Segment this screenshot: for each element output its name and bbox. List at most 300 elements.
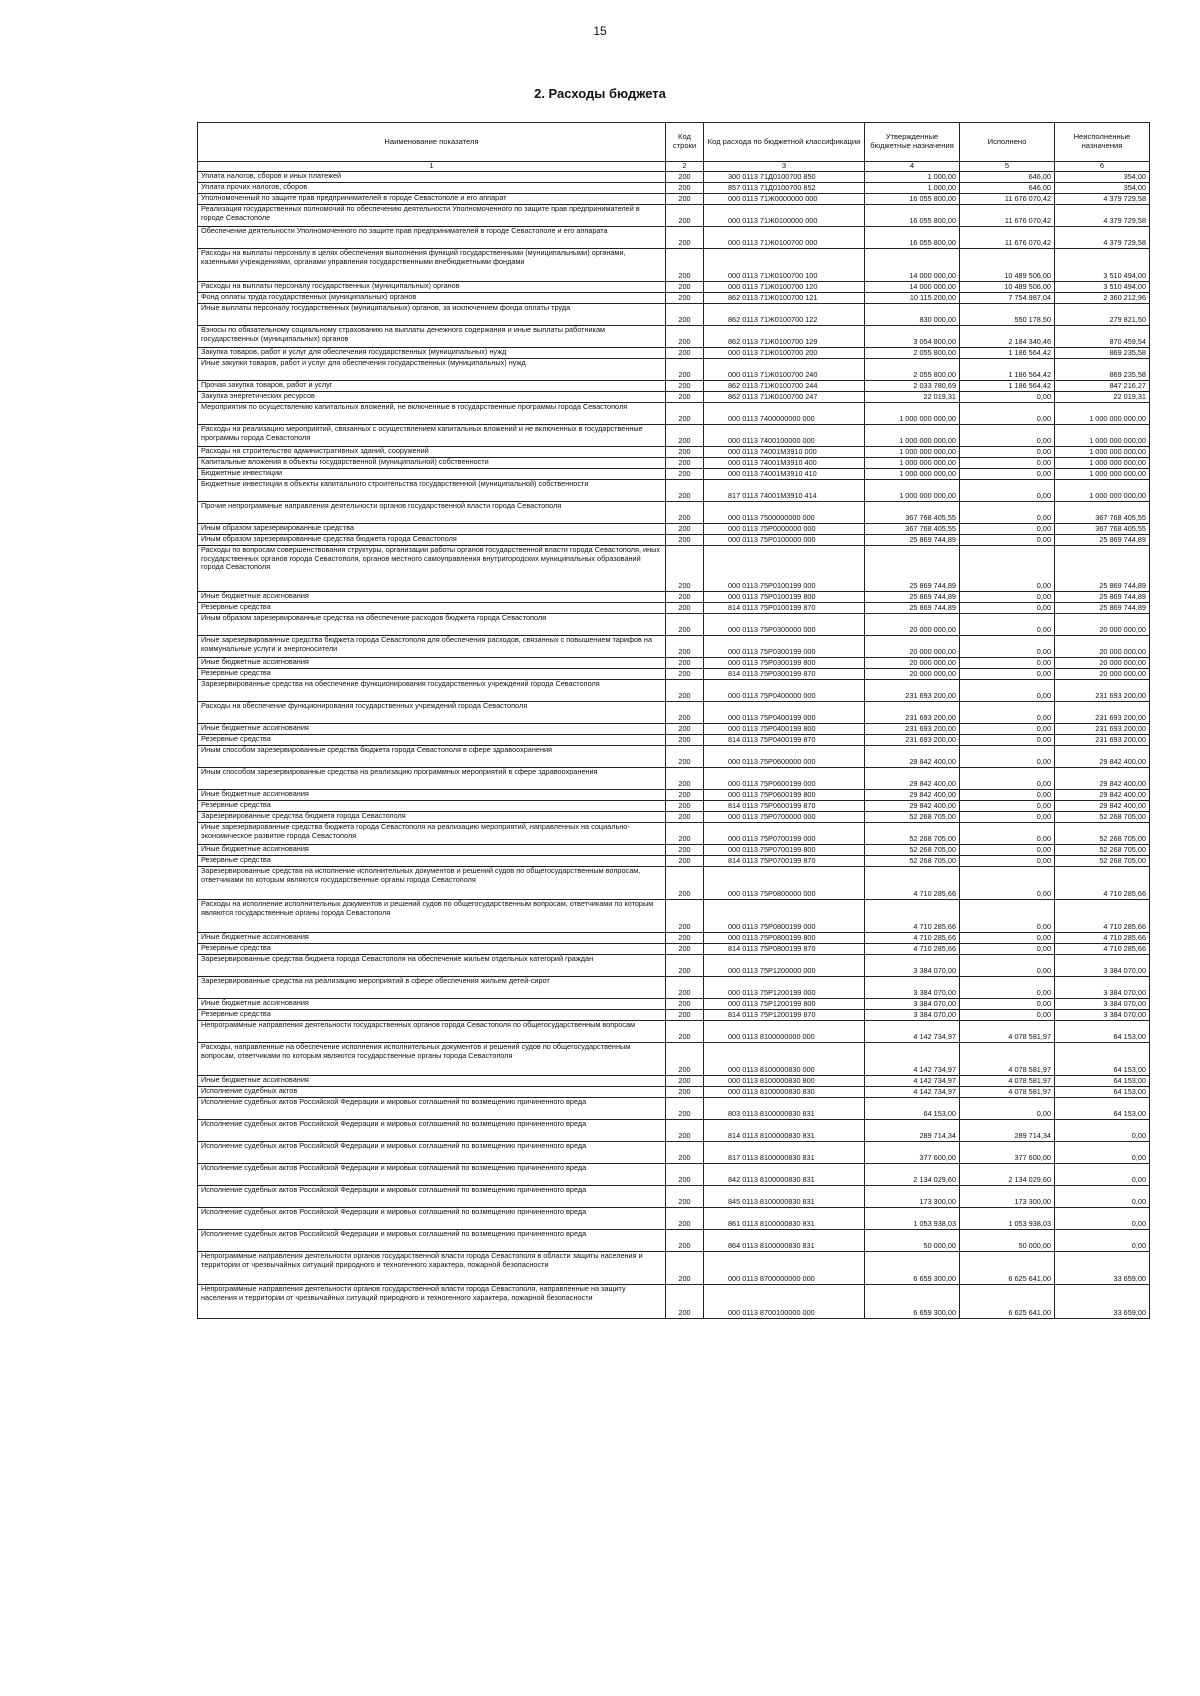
line-code-cell: 200 bbox=[666, 1285, 704, 1319]
table-row bbox=[198, 183, 1150, 194]
line-code-cell: 200 bbox=[666, 867, 704, 900]
table-row bbox=[198, 359, 1150, 381]
approved-amount-cell: 25 869 744,89 bbox=[865, 592, 960, 603]
line-code-cell: 200 bbox=[666, 447, 704, 458]
approved-amount-cell: 1 000 000 000,00 bbox=[865, 425, 960, 447]
line-code-cell: 200 bbox=[666, 1142, 704, 1164]
line-code-cell: 200 bbox=[666, 1043, 704, 1076]
executed-amount-cell: 50 000,00 bbox=[960, 1230, 1055, 1252]
table-row bbox=[198, 933, 1150, 944]
approved-amount-cell: 2 033 780,69 bbox=[865, 381, 960, 392]
classification-code-cell: 000 0113 71Ж0100700 100 bbox=[704, 249, 865, 282]
unexecuted-amount-cell: 354,00 bbox=[1055, 172, 1150, 183]
executed-amount-cell: 0,00 bbox=[960, 702, 1055, 724]
line-code-cell: 200 bbox=[666, 524, 704, 535]
approved-amount-cell: 830 000,00 bbox=[865, 304, 960, 326]
indicator-name-cell: Уплата налогов, сборов и иных платежей bbox=[198, 172, 666, 183]
unexecuted-amount-cell: 33 659,00 bbox=[1055, 1252, 1150, 1285]
approved-amount-cell: 1 000 000 000,00 bbox=[865, 447, 960, 458]
line-code-cell: 200 bbox=[666, 1087, 704, 1098]
line-code-cell: 200 bbox=[666, 282, 704, 293]
table-row bbox=[198, 392, 1150, 403]
indicator-name-cell: Иные зарезервированные средства бюджета города Севастополя на реализацию мероприятий, направленных на социально-экономическое развитие города Севастополя bbox=[198, 823, 666, 845]
table-row bbox=[198, 227, 1150, 249]
classification-code-cell: 000 0113 75P0400199 800 bbox=[704, 724, 865, 735]
page-number: 15 bbox=[593, 24, 607, 38]
line-code-cell: 200 bbox=[666, 658, 704, 669]
executed-amount-cell: 0,00 bbox=[960, 680, 1055, 702]
table-row bbox=[198, 856, 1150, 867]
indicator-name-cell: Иные выплаты персоналу государственных (муниципальных) органов, за исключением фонда оплаты труда bbox=[198, 304, 666, 326]
classification-code-cell: 000 0113 75P0100199 800 bbox=[704, 592, 865, 603]
line-code-cell: 200 bbox=[666, 603, 704, 614]
executed-amount-cell: 0,00 bbox=[960, 1098, 1055, 1120]
executed-amount-cell: 377 600,00 bbox=[960, 1142, 1055, 1164]
table-row bbox=[198, 658, 1150, 669]
classification-code-cell: 000 0113 75P0300199 800 bbox=[704, 658, 865, 669]
executed-amount-cell: 0,00 bbox=[960, 801, 1055, 812]
classification-code-cell: 817 0113 8100000830 831 bbox=[704, 1142, 865, 1164]
line-code-cell: 200 bbox=[666, 1208, 704, 1230]
line-code-cell: 200 bbox=[666, 1252, 704, 1285]
line-code-cell: 200 bbox=[666, 812, 704, 823]
executed-amount-cell: 0,00 bbox=[960, 933, 1055, 944]
approved-amount-cell: 29 842 400,00 bbox=[865, 746, 960, 768]
unexecuted-amount-cell: 20 000 000,00 bbox=[1055, 669, 1150, 680]
classification-code-cell: 000 0113 8100000830 800 bbox=[704, 1076, 865, 1087]
classification-code-cell: 000 0113 8100000830 000 bbox=[704, 1043, 865, 1076]
indicator-name-cell: Расходы на исполнение исполнительных документов и решений судов по общегосударственным вопросам, ответчиками по которым являются государственные органы города Севастополя bbox=[198, 900, 666, 933]
approved-amount-cell: 4 142 734,97 bbox=[865, 1076, 960, 1087]
line-code-cell: 200 bbox=[666, 1120, 704, 1142]
indicator-name-cell: Исполнение судебных актов Российской Федерации и мировых соглашений по возмещению причиненного вреда bbox=[198, 1230, 666, 1252]
unexecuted-amount-cell: 25 869 744,89 bbox=[1055, 603, 1150, 614]
header-executed: Исполнено bbox=[960, 123, 1055, 162]
unexecuted-amount-cell: 1 000 000 000,00 bbox=[1055, 458, 1150, 469]
column-number: 1 bbox=[198, 162, 666, 172]
unexecuted-amount-cell: 367 768 405,55 bbox=[1055, 502, 1150, 524]
unexecuted-amount-cell: 20 000 000,00 bbox=[1055, 614, 1150, 636]
executed-amount-cell: 0,00 bbox=[960, 546, 1055, 592]
unexecuted-amount-cell: 25 869 744,89 bbox=[1055, 535, 1150, 546]
line-code-cell: 200 bbox=[666, 955, 704, 977]
header-indicator-name: Наименование показателя bbox=[198, 123, 666, 162]
line-code-cell: 200 bbox=[666, 469, 704, 480]
line-code-cell: 200 bbox=[666, 249, 704, 282]
approved-amount-cell: 20 000 000,00 bbox=[865, 658, 960, 669]
executed-amount-cell: 0,00 bbox=[960, 480, 1055, 502]
unexecuted-amount-cell: 231 693 200,00 bbox=[1055, 735, 1150, 746]
unexecuted-amount-cell: 0,00 bbox=[1055, 1120, 1150, 1142]
indicator-name-cell: Зарезервированные средства на реализацию мероприятий в сфере обеспечения жильем детей-сирот bbox=[198, 977, 666, 999]
classification-code-cell: 817 0113 74001M3910 414 bbox=[704, 480, 865, 502]
table-row bbox=[198, 900, 1150, 933]
approved-amount-cell: 4 710 285,66 bbox=[865, 900, 960, 933]
approved-amount-cell: 1 000,00 bbox=[865, 183, 960, 194]
line-code-cell: 200 bbox=[666, 546, 704, 592]
executed-amount-cell: 10 489 506,00 bbox=[960, 282, 1055, 293]
approved-amount-cell: 1 000 000 000,00 bbox=[865, 403, 960, 425]
indicator-name-cell: Расходы на обеспечение функционирования государственных учреждений города Севастополя bbox=[198, 702, 666, 724]
executed-amount-cell: 646,00 bbox=[960, 183, 1055, 194]
approved-amount-cell: 4 142 734,97 bbox=[865, 1087, 960, 1098]
unexecuted-amount-cell: 52 268 705,00 bbox=[1055, 856, 1150, 867]
indicator-name-cell: Резервные средства bbox=[198, 801, 666, 812]
table-row bbox=[198, 614, 1150, 636]
line-code-cell: 200 bbox=[666, 724, 704, 735]
indicator-name-cell: Уполномоченный по защите прав предпринимателей в городе Севастополе и его аппарат bbox=[198, 194, 666, 205]
executed-amount-cell: 2 134 029,60 bbox=[960, 1164, 1055, 1186]
indicator-name-cell: Зарезервированные средства бюджета города Севастополя на обеспечение жильем отдельных категорий граждан bbox=[198, 955, 666, 977]
classification-code-cell: 845 0113 8100000830 831 bbox=[704, 1186, 865, 1208]
executed-amount-cell: 11 676 070,42 bbox=[960, 227, 1055, 249]
executed-amount-cell: 0,00 bbox=[960, 955, 1055, 977]
unexecuted-amount-cell: 0,00 bbox=[1055, 1186, 1150, 1208]
unexecuted-amount-cell: 1 000 000 000,00 bbox=[1055, 480, 1150, 502]
indicator-name-cell: Исполнение судебных актов Российской Федерации и мировых соглашений по возмещению причиненного вреда bbox=[198, 1098, 666, 1120]
unexecuted-amount-cell: 367 768 405,55 bbox=[1055, 524, 1150, 535]
unexecuted-amount-cell: 231 693 200,00 bbox=[1055, 702, 1150, 724]
approved-amount-cell: 1 000 000 000,00 bbox=[865, 469, 960, 480]
executed-amount-cell: 0,00 bbox=[960, 735, 1055, 746]
approved-amount-cell: 22 019,31 bbox=[865, 392, 960, 403]
approved-amount-cell: 4 142 734,97 bbox=[865, 1021, 960, 1043]
classification-code-cell: 000 0113 75P0800199 800 bbox=[704, 933, 865, 944]
approved-amount-cell: 16 055 800,00 bbox=[865, 205, 960, 227]
table-row bbox=[198, 823, 1150, 845]
table-row bbox=[198, 801, 1150, 812]
executed-amount-cell: 0,00 bbox=[960, 746, 1055, 768]
line-code-cell: 200 bbox=[666, 1021, 704, 1043]
column-number: 5 bbox=[960, 162, 1055, 172]
column-number: 2 bbox=[666, 162, 704, 172]
table-row bbox=[198, 702, 1150, 724]
indicator-name-cell: Мероприятия по осуществлению капитальных вложений, не включенные в государственные программы города Севастополя bbox=[198, 403, 666, 425]
unexecuted-amount-cell: 4 710 285,66 bbox=[1055, 933, 1150, 944]
classification-code-cell: 814 0113 75P1200199 870 bbox=[704, 1010, 865, 1021]
unexecuted-amount-cell: 0,00 bbox=[1055, 1230, 1150, 1252]
approved-amount-cell: 14 000 000,00 bbox=[865, 249, 960, 282]
table-row bbox=[198, 447, 1150, 458]
table-row bbox=[198, 768, 1150, 790]
classification-code-cell: 862 0113 71Ж0100700 244 bbox=[704, 381, 865, 392]
table-row bbox=[198, 790, 1150, 801]
classification-code-cell: 000 0113 71Ж0100700 200 bbox=[704, 348, 865, 359]
line-code-cell: 200 bbox=[666, 669, 704, 680]
unexecuted-amount-cell: 0,00 bbox=[1055, 1164, 1150, 1186]
approved-amount-cell: 16 055 800,00 bbox=[865, 227, 960, 249]
table-row bbox=[198, 403, 1150, 425]
classification-code-cell: 000 0113 75P0600199 000 bbox=[704, 768, 865, 790]
unexecuted-amount-cell: 64 153,00 bbox=[1055, 1098, 1150, 1120]
classification-code-cell: 862 0113 71Ж0100700 122 bbox=[704, 304, 865, 326]
indicator-name-cell: Расходы, направленные на обеспечение исполнения исполнительных документов и решений судов по общегосударственным вопросам, ответчиками по которым являются государственные органы города Севастополя bbox=[198, 1043, 666, 1076]
unexecuted-amount-cell: 4 379 729,58 bbox=[1055, 194, 1150, 205]
approved-amount-cell: 6 659 300,00 bbox=[865, 1252, 960, 1285]
table-row bbox=[198, 205, 1150, 227]
classification-code-cell: 000 0113 71Ж0100700 120 bbox=[704, 282, 865, 293]
executed-amount-cell: 0,00 bbox=[960, 724, 1055, 735]
approved-amount-cell: 1 000 000 000,00 bbox=[865, 480, 960, 502]
classification-code-cell: 000 0113 71Ж0100700 240 bbox=[704, 359, 865, 381]
line-code-cell: 200 bbox=[666, 702, 704, 724]
indicator-name-cell: Иные бюджетные ассигнования bbox=[198, 790, 666, 801]
approved-amount-cell: 4 710 285,66 bbox=[865, 944, 960, 955]
executed-amount-cell: 289 714,34 bbox=[960, 1120, 1055, 1142]
column-number: 4 bbox=[865, 162, 960, 172]
unexecuted-amount-cell: 29 842 400,00 bbox=[1055, 790, 1150, 801]
indicator-name-cell: Зарезервированные средства на обеспечение функционирования государственных учреждений города Севастополя bbox=[198, 680, 666, 702]
executed-amount-cell: 0,00 bbox=[960, 535, 1055, 546]
table-body bbox=[198, 172, 1150, 1319]
indicator-name-cell: Иным способом зарезервированные средства на реализацию программных мероприятий в сфере здравоохранения bbox=[198, 768, 666, 790]
indicator-name-cell: Резервные средства bbox=[198, 944, 666, 955]
indicator-name-cell: Исполнение судебных актов Российской Федерации и мировых соглашений по возмещению причиненного вреда bbox=[198, 1120, 666, 1142]
line-code-cell: 200 bbox=[666, 735, 704, 746]
approved-amount-cell: 20 000 000,00 bbox=[865, 636, 960, 658]
line-code-cell: 200 bbox=[666, 746, 704, 768]
table-row bbox=[198, 1087, 1150, 1098]
approved-amount-cell: 3 384 070,00 bbox=[865, 999, 960, 1010]
indicator-name-cell: Расходы на реализацию мероприятий, связанных с осуществлением капитальных вложений и не включенных в государственные программы города Севастополя bbox=[198, 425, 666, 447]
executed-amount-cell: 2 184 340,46 bbox=[960, 326, 1055, 348]
indicator-name-cell: Уплата прочих налогов, сборов bbox=[198, 183, 666, 194]
line-code-cell: 200 bbox=[666, 227, 704, 249]
line-code-cell: 200 bbox=[666, 458, 704, 469]
table-row bbox=[198, 1186, 1150, 1208]
unexecuted-amount-cell: 1 000 000 000,00 bbox=[1055, 425, 1150, 447]
approved-amount-cell: 29 842 400,00 bbox=[865, 801, 960, 812]
approved-amount-cell: 20 000 000,00 bbox=[865, 669, 960, 680]
executed-amount-cell: 0,00 bbox=[960, 425, 1055, 447]
line-code-cell: 200 bbox=[666, 205, 704, 227]
unexecuted-amount-cell: 847 216,27 bbox=[1055, 381, 1150, 392]
executed-amount-cell: 0,00 bbox=[960, 658, 1055, 669]
executed-amount-cell: 4 078 581,97 bbox=[960, 1043, 1055, 1076]
line-code-cell: 200 bbox=[666, 293, 704, 304]
classification-code-cell: 000 0113 74001M3910 400 bbox=[704, 458, 865, 469]
unexecuted-amount-cell: 4 379 729,58 bbox=[1055, 227, 1150, 249]
indicator-name-cell: Обеспечение деятельности Уполномоченного по защите прав предпринимателей в городе Севастополе и его аппарата bbox=[198, 227, 666, 249]
line-code-cell: 200 bbox=[666, 1186, 704, 1208]
unexecuted-amount-cell: 64 153,00 bbox=[1055, 1021, 1150, 1043]
expenses-table bbox=[197, 122, 1150, 1319]
indicator-name-cell: Иные бюджетные ассигнования bbox=[198, 845, 666, 856]
classification-code-cell: 000 0113 75P0800000 000 bbox=[704, 867, 865, 900]
unexecuted-amount-cell: 20 000 000,00 bbox=[1055, 658, 1150, 669]
table-row bbox=[198, 194, 1150, 205]
unexecuted-amount-cell: 3 384 070,00 bbox=[1055, 999, 1150, 1010]
header-line-code: Код строки bbox=[666, 123, 704, 162]
indicator-name-cell: Иные закупки товаров, работ и услуг для обеспечения государственных (муниципальных) нужд bbox=[198, 359, 666, 381]
unexecuted-amount-cell: 279 821,50 bbox=[1055, 304, 1150, 326]
executed-amount-cell: 0,00 bbox=[960, 392, 1055, 403]
approved-amount-cell: 4 710 285,66 bbox=[865, 933, 960, 944]
classification-code-cell: 000 0113 71Ж0000000 000 bbox=[704, 194, 865, 205]
indicator-name-cell: Закупка энергетических ресурсов bbox=[198, 392, 666, 403]
classification-code-cell: 000 0113 7400000000 000 bbox=[704, 403, 865, 425]
classification-code-cell: 000 0113 75P0700199 800 bbox=[704, 845, 865, 856]
unexecuted-amount-cell: 231 693 200,00 bbox=[1055, 680, 1150, 702]
executed-amount-cell: 0,00 bbox=[960, 603, 1055, 614]
line-code-cell: 200 bbox=[666, 944, 704, 955]
executed-amount-cell: 550 178,50 bbox=[960, 304, 1055, 326]
table-row bbox=[198, 603, 1150, 614]
unexecuted-amount-cell: 869 235,58 bbox=[1055, 348, 1150, 359]
indicator-name-cell: Резервные средства bbox=[198, 856, 666, 867]
line-code-cell: 200 bbox=[666, 900, 704, 933]
table-row bbox=[198, 1230, 1150, 1252]
approved-amount-cell: 52 268 705,00 bbox=[865, 856, 960, 867]
unexecuted-amount-cell: 354,00 bbox=[1055, 183, 1150, 194]
line-code-cell: 200 bbox=[666, 392, 704, 403]
header-classification-code: Код расхода по бюджетной классификации bbox=[704, 123, 865, 162]
approved-amount-cell: 10 115 200,00 bbox=[865, 293, 960, 304]
executed-amount-cell: 0,00 bbox=[960, 636, 1055, 658]
unexecuted-amount-cell: 3 510 494,00 bbox=[1055, 249, 1150, 282]
executed-amount-cell: 1 053 938,03 bbox=[960, 1208, 1055, 1230]
table-row bbox=[198, 425, 1150, 447]
table-row bbox=[198, 282, 1150, 293]
indicator-name-cell: Иные бюджетные ассигнования bbox=[198, 999, 666, 1010]
executed-amount-cell: 0,00 bbox=[960, 900, 1055, 933]
table-row bbox=[198, 480, 1150, 502]
indicator-name-cell: Иным образом зарезервированные средства bbox=[198, 524, 666, 535]
unexecuted-amount-cell: 22 019,31 bbox=[1055, 392, 1150, 403]
classification-code-cell: 814 0113 75P0400199 870 bbox=[704, 735, 865, 746]
unexecuted-amount-cell: 869 235,58 bbox=[1055, 359, 1150, 381]
executed-amount-cell: 0,00 bbox=[960, 856, 1055, 867]
unexecuted-amount-cell: 64 153,00 bbox=[1055, 1087, 1150, 1098]
unexecuted-amount-cell: 2 360 212,96 bbox=[1055, 293, 1150, 304]
indicator-name-cell: Исполнение судебных актов bbox=[198, 1087, 666, 1098]
table-row bbox=[198, 1010, 1150, 1021]
indicator-name-cell: Иные бюджетные ассигнования bbox=[198, 658, 666, 669]
executed-amount-cell: 0,00 bbox=[960, 1010, 1055, 1021]
indicator-name-cell: Исполнение судебных актов Российской Федерации и мировых соглашений по возмещению причиненного вреда bbox=[198, 1142, 666, 1164]
line-code-cell: 200 bbox=[666, 326, 704, 348]
executed-amount-cell: 0,00 bbox=[960, 614, 1055, 636]
approved-amount-cell: 29 842 400,00 bbox=[865, 790, 960, 801]
table-row bbox=[198, 636, 1150, 658]
line-code-cell: 200 bbox=[666, 933, 704, 944]
classification-code-cell: 000 0113 75P0600199 800 bbox=[704, 790, 865, 801]
table-row bbox=[198, 381, 1150, 392]
unexecuted-amount-cell: 25 869 744,89 bbox=[1055, 592, 1150, 603]
unexecuted-amount-cell: 29 842 400,00 bbox=[1055, 768, 1150, 790]
table-row bbox=[198, 458, 1150, 469]
indicator-name-cell: Иные бюджетные ассигнования bbox=[198, 1076, 666, 1087]
table-row bbox=[198, 1076, 1150, 1087]
approved-amount-cell: 3 384 070,00 bbox=[865, 955, 960, 977]
approved-amount-cell: 367 768 405,55 bbox=[865, 502, 960, 524]
executed-amount-cell: 0,00 bbox=[960, 447, 1055, 458]
executed-amount-cell: 0,00 bbox=[960, 592, 1055, 603]
approved-amount-cell: 377 600,00 bbox=[865, 1142, 960, 1164]
classification-code-cell: 000 0113 75P0300199 000 bbox=[704, 636, 865, 658]
line-code-cell: 200 bbox=[666, 999, 704, 1010]
line-code-cell: 200 bbox=[666, 823, 704, 845]
executed-amount-cell: 11 676 070,42 bbox=[960, 194, 1055, 205]
classification-code-cell: 000 0113 75P0700000 000 bbox=[704, 812, 865, 823]
line-code-cell: 200 bbox=[666, 614, 704, 636]
page-title: 2. Расходы бюджета bbox=[534, 86, 666, 101]
unexecuted-amount-cell: 4 710 285,66 bbox=[1055, 867, 1150, 900]
indicator-name-cell: Непрограммные направления деятельности органов государственной власти города Севастополя, направленные на защиту населения и территории от чрезвычайных ситуаций природного и техногенного характера, пожарной безопасности bbox=[198, 1285, 666, 1319]
unexecuted-amount-cell: 0,00 bbox=[1055, 1208, 1150, 1230]
executed-amount-cell: 0,00 bbox=[960, 669, 1055, 680]
line-code-cell: 200 bbox=[666, 381, 704, 392]
executed-amount-cell: 0,00 bbox=[960, 812, 1055, 823]
indicator-name-cell: Расходы на строительство административных зданий, сооружений bbox=[198, 447, 666, 458]
executed-amount-cell: 646,00 bbox=[960, 172, 1055, 183]
executed-amount-cell: 4 078 581,97 bbox=[960, 1087, 1055, 1098]
indicator-name-cell: Реализация государственных полномочий по обеспечению деятельности Уполномоченного по защите прав предпринимателей в городе Севастополе bbox=[198, 205, 666, 227]
header-unexecuted: Неисполненные назначения bbox=[1055, 123, 1150, 162]
table-row bbox=[198, 293, 1150, 304]
table-row bbox=[198, 524, 1150, 535]
executed-amount-cell: 0,00 bbox=[960, 823, 1055, 845]
line-code-cell: 200 bbox=[666, 425, 704, 447]
indicator-name-cell: Расходы по вопросам совершенствования структуры, организации работы органов государственной власти города Севастополя, иных государственных органов города Севастополя, органов местного самоуправления внутригородских муниципальных образований города Севастополя bbox=[198, 546, 666, 592]
table-row bbox=[198, 1285, 1150, 1319]
classification-code-cell: 000 0113 8700000000 000 bbox=[704, 1252, 865, 1285]
indicator-name-cell: Бюджетные инвестиции в объекты капитального строительства государственной (муниципальной) собственности bbox=[198, 480, 666, 502]
table-row bbox=[198, 977, 1150, 999]
table-row bbox=[198, 1208, 1150, 1230]
unexecuted-amount-cell: 52 268 705,00 bbox=[1055, 812, 1150, 823]
table-row bbox=[198, 669, 1150, 680]
line-code-cell: 200 bbox=[666, 1164, 704, 1186]
unexecuted-amount-cell: 52 268 705,00 bbox=[1055, 845, 1150, 856]
unexecuted-amount-cell: 33 659,00 bbox=[1055, 1285, 1150, 1319]
classification-code-cell: 000 0113 75P0100199 000 bbox=[704, 546, 865, 592]
indicator-name-cell: Непрограммные направления деятельности органов государственной власти города Севастополя в области защиты населения и территории от чрезвычайных ситуаций природного и техногенного характера, пожарной безопасности bbox=[198, 1252, 666, 1285]
table-row bbox=[198, 172, 1150, 183]
table-row bbox=[198, 1098, 1150, 1120]
indicator-name-cell: Резервные средства bbox=[198, 603, 666, 614]
classification-code-cell: 000 0113 7400100000 000 bbox=[704, 425, 865, 447]
table-row bbox=[198, 1164, 1150, 1186]
classification-code-cell: 000 0113 75P1200199 800 bbox=[704, 999, 865, 1010]
executed-amount-cell: 6 625 641,00 bbox=[960, 1252, 1055, 1285]
approved-amount-cell: 231 693 200,00 bbox=[865, 702, 960, 724]
classification-code-cell: 862 0113 71Ж0100700 247 bbox=[704, 392, 865, 403]
line-code-cell: 200 bbox=[666, 1010, 704, 1021]
indicator-name-cell: Иным образом зарезервированные средства бюджета города Севастополя bbox=[198, 535, 666, 546]
executed-amount-cell: 1 186 564,42 bbox=[960, 359, 1055, 381]
approved-amount-cell: 16 055 800,00 bbox=[865, 194, 960, 205]
approved-amount-cell: 2 055 800,00 bbox=[865, 359, 960, 381]
unexecuted-amount-cell: 4 379 729,58 bbox=[1055, 205, 1150, 227]
table-row bbox=[198, 735, 1150, 746]
unexecuted-amount-cell: 1 000 000 000,00 bbox=[1055, 403, 1150, 425]
line-code-cell: 200 bbox=[666, 592, 704, 603]
table-row bbox=[198, 944, 1150, 955]
table-row bbox=[198, 502, 1150, 524]
classification-code-cell: 000 0113 75P0700199 000 bbox=[704, 823, 865, 845]
executed-amount-cell: 1 186 564,42 bbox=[960, 348, 1055, 359]
approved-amount-cell: 6 659 300,00 bbox=[865, 1285, 960, 1319]
classification-code-cell: 000 0113 8100000830 830 bbox=[704, 1087, 865, 1098]
table-row bbox=[198, 680, 1150, 702]
line-code-cell: 200 bbox=[666, 856, 704, 867]
classification-code-cell: 000 0113 75P0000000 000 bbox=[704, 524, 865, 535]
table-row bbox=[198, 348, 1150, 359]
table-row bbox=[198, 867, 1150, 900]
table-row bbox=[198, 326, 1150, 348]
table-row bbox=[198, 304, 1150, 326]
